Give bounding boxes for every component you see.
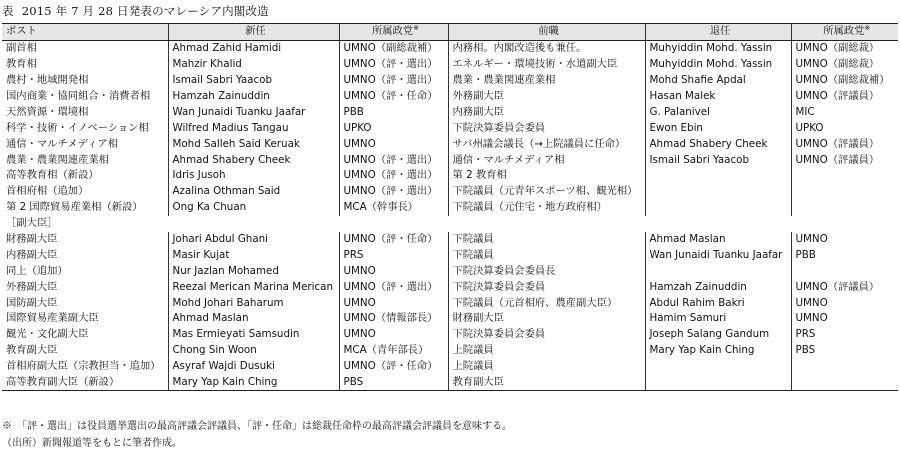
cell-party-out bbox=[791, 168, 898, 184]
cell-party-out bbox=[791, 359, 898, 375]
cell-party-new: PBB bbox=[339, 104, 448, 120]
cell-previous: 外務副大臣 bbox=[448, 89, 645, 105]
cell-previous: 下院議員（元首相府、農産副大臣） bbox=[448, 295, 645, 311]
table-row bbox=[2, 311, 898, 327]
cell-previous: 下院議員（元青年スポーツ相、観光相） bbox=[448, 184, 645, 200]
cell-party-out: UMNO（評議員） bbox=[791, 152, 898, 168]
cell-post: 内務副大臣 bbox=[6, 248, 58, 261]
cell-party-out: UMNO bbox=[791, 295, 898, 311]
cell-previous: 上院議員 bbox=[448, 343, 645, 359]
cell-new-holder: Johari Abdul Ghani bbox=[168, 232, 339, 248]
section-row bbox=[2, 216, 898, 232]
cell-party-new: UMNO（副総裁補） bbox=[339, 40, 448, 56]
cell-outgoing: Mary Yap Kain Ching bbox=[645, 343, 791, 359]
cell-party-new: UMNO（評・任命） bbox=[339, 89, 448, 105]
table-row bbox=[2, 263, 898, 279]
cell-outgoing: Mohd Shafie Apdal bbox=[645, 73, 791, 89]
cell-post: 第 2 国際貿易産業相（新設） bbox=[6, 201, 143, 214]
cell-post: 農業・農業関連産業相 bbox=[6, 153, 109, 166]
cell-previous: 教育副大臣 bbox=[448, 375, 645, 391]
cell-party-out: PRS bbox=[791, 327, 898, 343]
cell-new-holder: Ong Ka Chuan bbox=[168, 200, 339, 216]
header-outgoing: 退任 bbox=[645, 24, 791, 41]
cell-outgoing: G. Palanivel bbox=[645, 104, 791, 120]
cell-party-new: UMNO（評・選出） bbox=[339, 168, 448, 184]
table-row bbox=[2, 40, 898, 56]
cabinet-reshuffle-table bbox=[2, 23, 898, 391]
cell-post: 教育相 bbox=[6, 58, 37, 71]
cell-previous: 下院議員 bbox=[448, 247, 645, 263]
cell-post: 同上（追加） bbox=[6, 264, 68, 277]
header-new-holder: 新任 bbox=[168, 24, 339, 41]
cell-new-holder: Chong Sin Woon bbox=[168, 343, 339, 359]
table-row bbox=[2, 57, 898, 73]
table-row bbox=[2, 104, 898, 120]
cell-party-out: UMNO（評議員） bbox=[791, 89, 898, 105]
cell-party-out: UPKO bbox=[791, 120, 898, 136]
cell-party-new: UMNO bbox=[339, 136, 448, 152]
table-row bbox=[2, 295, 898, 311]
table-row bbox=[2, 73, 898, 89]
cell-party-out: MIC bbox=[791, 104, 898, 120]
cell-post: 国防副大臣 bbox=[6, 296, 58, 309]
table-row bbox=[2, 359, 898, 375]
cell-outgoing: Hamzah Zainuddin bbox=[645, 279, 791, 295]
cell-party-out: UMNO（評議員） bbox=[791, 136, 898, 152]
cell-post: 観光・文化副大臣 bbox=[6, 328, 89, 341]
table-row bbox=[2, 120, 898, 136]
table-row bbox=[2, 327, 898, 343]
cell-previous: 下院決算委員会委員長 bbox=[448, 263, 645, 279]
cell-previous: 財務副大臣 bbox=[448, 311, 645, 327]
cell-party-out: UMNO bbox=[791, 311, 898, 327]
cell-new-holder: Ismail Sabri Yaacob bbox=[168, 73, 339, 89]
cell-party-new: UMNO bbox=[339, 327, 448, 343]
cell-outgoing bbox=[645, 184, 791, 200]
cell-party-new: UMNO（評・選出） bbox=[339, 279, 448, 295]
cell-previous: 内務相。内閣改造後も兼任。 bbox=[448, 40, 645, 56]
cell-new-holder: Ahmad Shabery Cheek bbox=[168, 152, 339, 168]
cell-new-holder: Mahzir Khalid bbox=[168, 57, 339, 73]
cell-outgoing: Ahmad Shabery Cheek bbox=[645, 136, 791, 152]
cell-outgoing: Muhyiddin Mohd. Yassin bbox=[645, 40, 791, 56]
header-previous: 前職 bbox=[448, 24, 645, 41]
cell-post: 国際貿易産業副大臣 bbox=[6, 312, 99, 325]
cell-new-holder: Mas Ermieyati Samsudin bbox=[168, 327, 339, 343]
cell-party-new: UMNO（評・選出） bbox=[339, 152, 448, 168]
table-row bbox=[2, 343, 898, 359]
table-row bbox=[2, 136, 898, 152]
table-row bbox=[2, 247, 898, 263]
table-row bbox=[2, 200, 898, 216]
cell-post: 首相府副大臣（宗教担当・追加） bbox=[6, 360, 161, 373]
cell-post: 通信・マルチメディア相 bbox=[6, 137, 119, 150]
cell-previous: 下院議員 bbox=[448, 232, 645, 248]
header-row bbox=[2, 24, 898, 41]
table-row bbox=[2, 232, 898, 248]
cell-outgoing: Hasan Malek bbox=[645, 89, 791, 105]
cell-party-out: UMNO（評議員） bbox=[791, 279, 898, 295]
cell-post: 天然資源・環境相 bbox=[6, 105, 89, 118]
footnote-source: （出所）新聞報道等をもとに筆者作成。 bbox=[2, 438, 182, 449]
cell-new-holder: Hamzah Zainuddin bbox=[168, 89, 339, 105]
cell-outgoing: Ismail Sabri Yaacob bbox=[645, 152, 791, 168]
cell-previous: エネルギー・環境技術・水道副大臣 bbox=[448, 57, 645, 73]
cell-new-holder: Azalina Othman Said bbox=[168, 184, 339, 200]
cell-outgoing: Joseph Salang Gandum bbox=[645, 327, 791, 343]
cell-party-new: UMNO（評・選出） bbox=[339, 57, 448, 73]
cell-post: 財務副大臣 bbox=[6, 233, 58, 246]
table-caption bbox=[2, 3, 269, 19]
cell-party-out bbox=[791, 375, 898, 391]
cell-party-new: PBS bbox=[339, 375, 448, 391]
cell-outgoing bbox=[645, 263, 791, 279]
cell-new-holder: Ahmad Zahid Hamidi bbox=[168, 40, 339, 56]
cell-new-holder: Nur Jazlan Mohamed bbox=[168, 263, 339, 279]
cell-party-new: UMNO bbox=[339, 263, 448, 279]
cell-new-holder: Wilfred Madius Tangau bbox=[168, 120, 339, 136]
cell-party-out bbox=[791, 184, 898, 200]
cell-previous: 下院議員（元住宅・地方政府相） bbox=[448, 200, 645, 216]
cell-party-new: UMNO（情報部長） bbox=[339, 311, 448, 327]
cell-party-new: UMNO（評・選出） bbox=[339, 184, 448, 200]
cell-previous: サバ州議会議長（→上院議員に任命） bbox=[448, 136, 645, 152]
caption-title: 2015 年 7 月 28 日発表のマレーシア内閣改造 bbox=[21, 4, 269, 18]
cell-post: 外務副大臣 bbox=[6, 280, 58, 293]
cell-outgoing bbox=[645, 359, 791, 375]
cell-outgoing: Muhyiddin Mohd. Yassin bbox=[645, 57, 791, 73]
header-party-out: 所属政党※ bbox=[791, 24, 898, 41]
cell-post: 副首相 bbox=[6, 42, 37, 55]
cell-new-holder: Reezal Merican Marina Merican bbox=[168, 279, 339, 295]
cell-post: 国内商業・協同組合・消費者相 bbox=[6, 90, 151, 102]
cell-new-holder: Mary Yap Kain Ching bbox=[168, 375, 339, 391]
cell-party-new: UMNO（評・任命） bbox=[339, 359, 448, 375]
cell-new-holder: Wan Junaidi Tuanku Jaafar bbox=[168, 104, 339, 120]
cell-party-new: MCA（青年部長） bbox=[339, 343, 448, 359]
cell-outgoing bbox=[645, 375, 791, 391]
cell-party-out: UMNO（副総裁補） bbox=[791, 73, 898, 89]
table-row bbox=[2, 152, 898, 168]
caption-label: 表 bbox=[2, 4, 14, 18]
cell-party-out: UMNO bbox=[791, 232, 898, 248]
cell-new-holder: Masir Kujat bbox=[168, 247, 339, 263]
table-row bbox=[2, 279, 898, 295]
cell-party-out: PBB bbox=[791, 247, 898, 263]
cell-previous: 下院決算委員会委員 bbox=[448, 120, 645, 136]
cell-party-new: UMNO（評・選出） bbox=[339, 73, 448, 89]
cell-outgoing: Wan Junaidi Tuanku Jaafar bbox=[645, 247, 791, 263]
cell-party-new: UMNO（評・任命） bbox=[339, 232, 448, 248]
cell-post: 農村・地域開発相 bbox=[6, 74, 89, 87]
cell-previous: 下院決算委員会委員 bbox=[448, 279, 645, 295]
cell-new-holder: Ahmad Maslan bbox=[168, 311, 339, 327]
cell-post: 首相府相（追加） bbox=[6, 185, 89, 198]
table-row bbox=[2, 184, 898, 200]
cell-new-holder: Mohd Salleh Said Keruak bbox=[168, 136, 339, 152]
cell-outgoing: Hamim Samuri bbox=[645, 311, 791, 327]
cell-previous: 通信・マルチメディア相 bbox=[448, 152, 645, 168]
cell-outgoing bbox=[645, 200, 791, 216]
section-label: ［副大臣］ bbox=[6, 217, 58, 230]
cell-previous: 第 2 教育相 bbox=[448, 168, 645, 184]
footnote-legend: ※ 「評・選出」は役員選挙選出の最高評議会評議員、「評・任命」は総裁任命枠の最高評議会評議員を意味する。 bbox=[2, 421, 512, 432]
cell-new-holder: Mohd Johari Baharum bbox=[168, 295, 339, 311]
cell-party-out: UMNO（副総裁） bbox=[791, 40, 898, 56]
table-row bbox=[2, 375, 898, 391]
cell-previous: 下院決算委員会委員 bbox=[448, 327, 645, 343]
cell-party-out: PBS bbox=[791, 343, 898, 359]
cell-post: 高等教育相（新設） bbox=[6, 169, 99, 182]
cell-post: 科学・技術・イノベーション相 bbox=[6, 121, 149, 134]
cell-outgoing: Ahmad Maslan bbox=[645, 232, 791, 248]
cell-party-out bbox=[791, 263, 898, 279]
cell-outgoing: Abdul Rahim Bakri bbox=[645, 295, 791, 311]
table-row bbox=[2, 168, 898, 184]
cell-previous: 内務副大臣 bbox=[448, 104, 645, 120]
cell-previous: 農業・農業関連産業相 bbox=[448, 73, 645, 89]
header-post: ポスト bbox=[2, 24, 168, 41]
cell-post: 教育副大臣 bbox=[6, 344, 58, 357]
cell-party-new: UMNO bbox=[339, 295, 448, 311]
cell-party-out bbox=[791, 200, 898, 216]
cell-party-new: MCA（幹事長） bbox=[339, 200, 448, 216]
cell-party-new: UPKO bbox=[339, 120, 448, 136]
cell-previous: 上院議員 bbox=[448, 359, 645, 375]
cell-new-holder: Idris Jusoh bbox=[168, 168, 339, 184]
cell-party-new: PRS bbox=[339, 247, 448, 263]
cell-outgoing: Ewon Ebin bbox=[645, 120, 791, 136]
header-party-new: 所属政党※ bbox=[339, 24, 448, 41]
table-row bbox=[2, 89, 898, 105]
cell-new-holder: Asyraf Wajdi Dusuki bbox=[168, 359, 339, 375]
cell-outgoing bbox=[645, 168, 791, 184]
cell-party-out: UMNO（副総裁） bbox=[791, 57, 898, 73]
cell-post: 高等教育副大臣（新設） bbox=[2, 375, 168, 391]
